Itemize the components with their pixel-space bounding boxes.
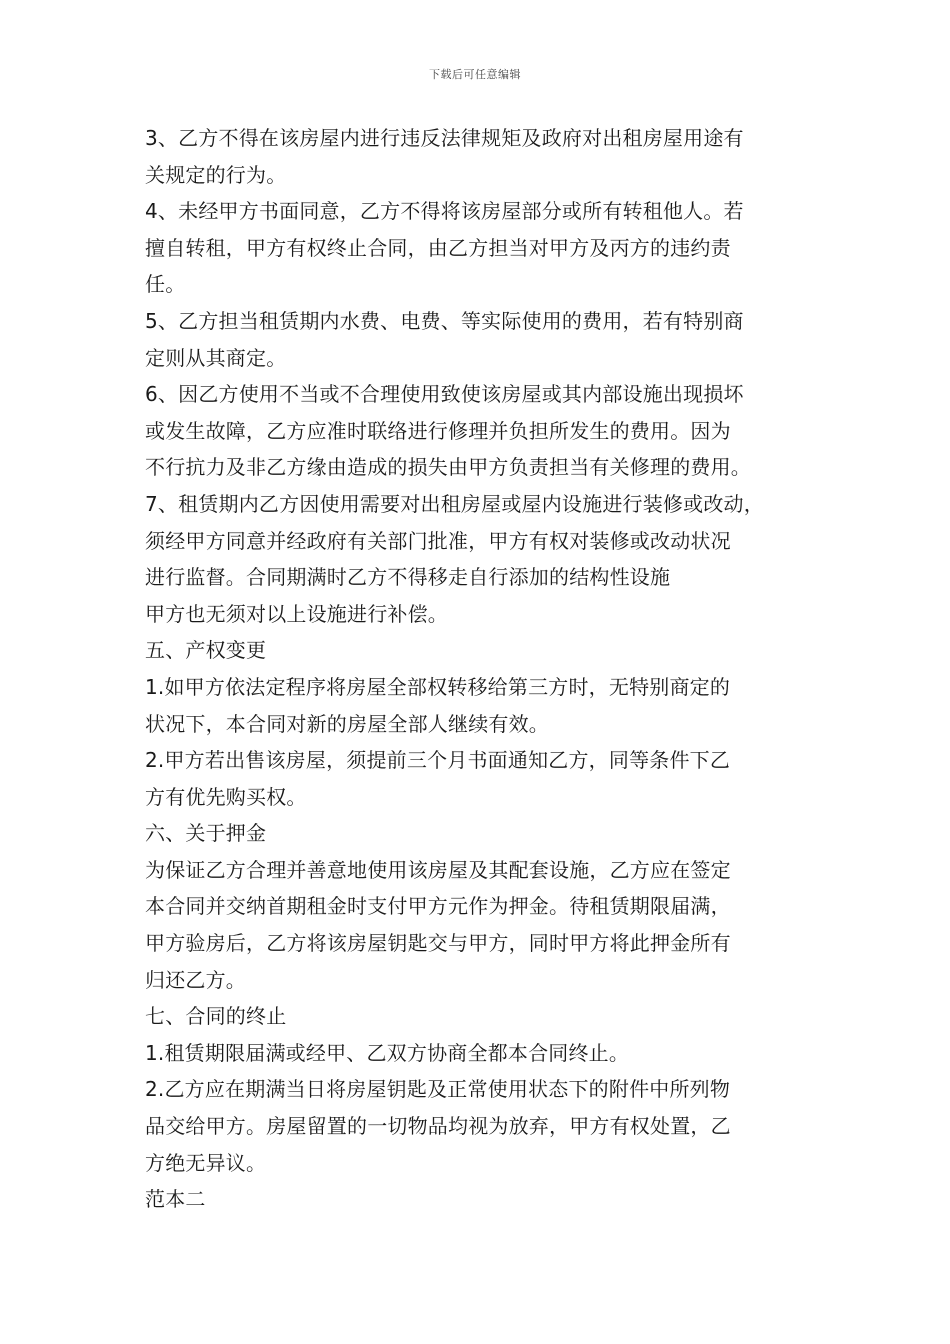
section-heading: 七、合同的终止: [145, 1004, 287, 1029]
text-line: 5、乙方担当租赁期内水费、电费、等实际使用的费用，若有特别商: [145, 308, 744, 333]
text-line: 或发生故障，乙方应准时联络进行修理并负担所发生的费用。因为: [145, 418, 731, 443]
text-line: 关规定的行为。: [145, 162, 287, 187]
text-line: 本合同并交纳首期租金时支付甲方元作为押金。待租赁期限届满，: [145, 894, 731, 919]
text-line: 3、乙方不得在该房屋内进行违反法律规矩及政府对出租房屋用途有: [145, 126, 744, 150]
text-line: 4、未经甲方书面同意，乙方不得将该房屋部分或所有转租他人。若: [145, 199, 744, 224]
text-line: 方绝无异议。: [145, 1150, 267, 1175]
text-line: 擅自转租，甲方有权终止合同，由乙方担当对甲方及丙方的违约责: [145, 235, 731, 260]
section-heading: 五、产权变更: [145, 638, 267, 663]
text-line: 进行监督。合同期满时乙方不得移走自行添加的结构性设施: [145, 565, 671, 590]
text-line: 甲方验房后，乙方将该房屋钥匙交与甲方，同时甲方将此押金所有: [145, 931, 731, 956]
text-line: 为保证乙方合理并善意地使用该房屋及其配套设施，乙方应在签定: [145, 857, 731, 882]
text-line: 须经甲方同意并经政府有关部门批准，甲方有权对装修或改动状况: [145, 528, 731, 553]
text-line: 状况下，本合同对新的房屋全部人继续有效。: [145, 711, 549, 736]
text-line: 6、因乙方使用不当或不合理使用致使该房屋或其内部设施出现损坏: [145, 382, 744, 407]
text-line: 品交给甲方。房屋留置的一切物品均视为放弃，甲方有权处置，乙: [145, 1114, 731, 1139]
section-heading: 六、关于押金: [145, 821, 267, 846]
text-line: 方有优先购买权。: [145, 784, 307, 809]
text-line: 1.租赁期限届满或经甲、乙双方协商全都本合同终止。: [145, 1040, 630, 1065]
document-body: [145, 120, 815, 1218]
text-line: 1.如甲方依法定程序将房屋全部权转移给第三方时，无特别商定的: [145, 674, 731, 699]
page-header: 下载后可任意编辑: [429, 68, 521, 81]
text-line: 任。: [145, 272, 186, 297]
text-line: 不行抗力及非乙方缘由造成的损失由甲方负责担当有关修理的费用。: [145, 455, 751, 480]
text-line: 归还乙方。: [145, 967, 246, 992]
text-line: 2.乙方应在期满当日将房屋钥匙及正常使用状态下的附件中所列物: [145, 1077, 731, 1102]
text-line: 7、租赁期内乙方因使用需要对出租房屋或屋内设施进行装修或改动，: [145, 491, 764, 516]
section-heading: 范本二: [145, 1187, 206, 1212]
text-line: 甲方也无须对以上设施进行补偿。: [145, 601, 448, 626]
text-line: 定则从其商定。: [145, 345, 287, 370]
text-line: 2.甲方若出售该房屋，须提前三个月书面通知乙方，同等条件下乙: [145, 748, 731, 773]
